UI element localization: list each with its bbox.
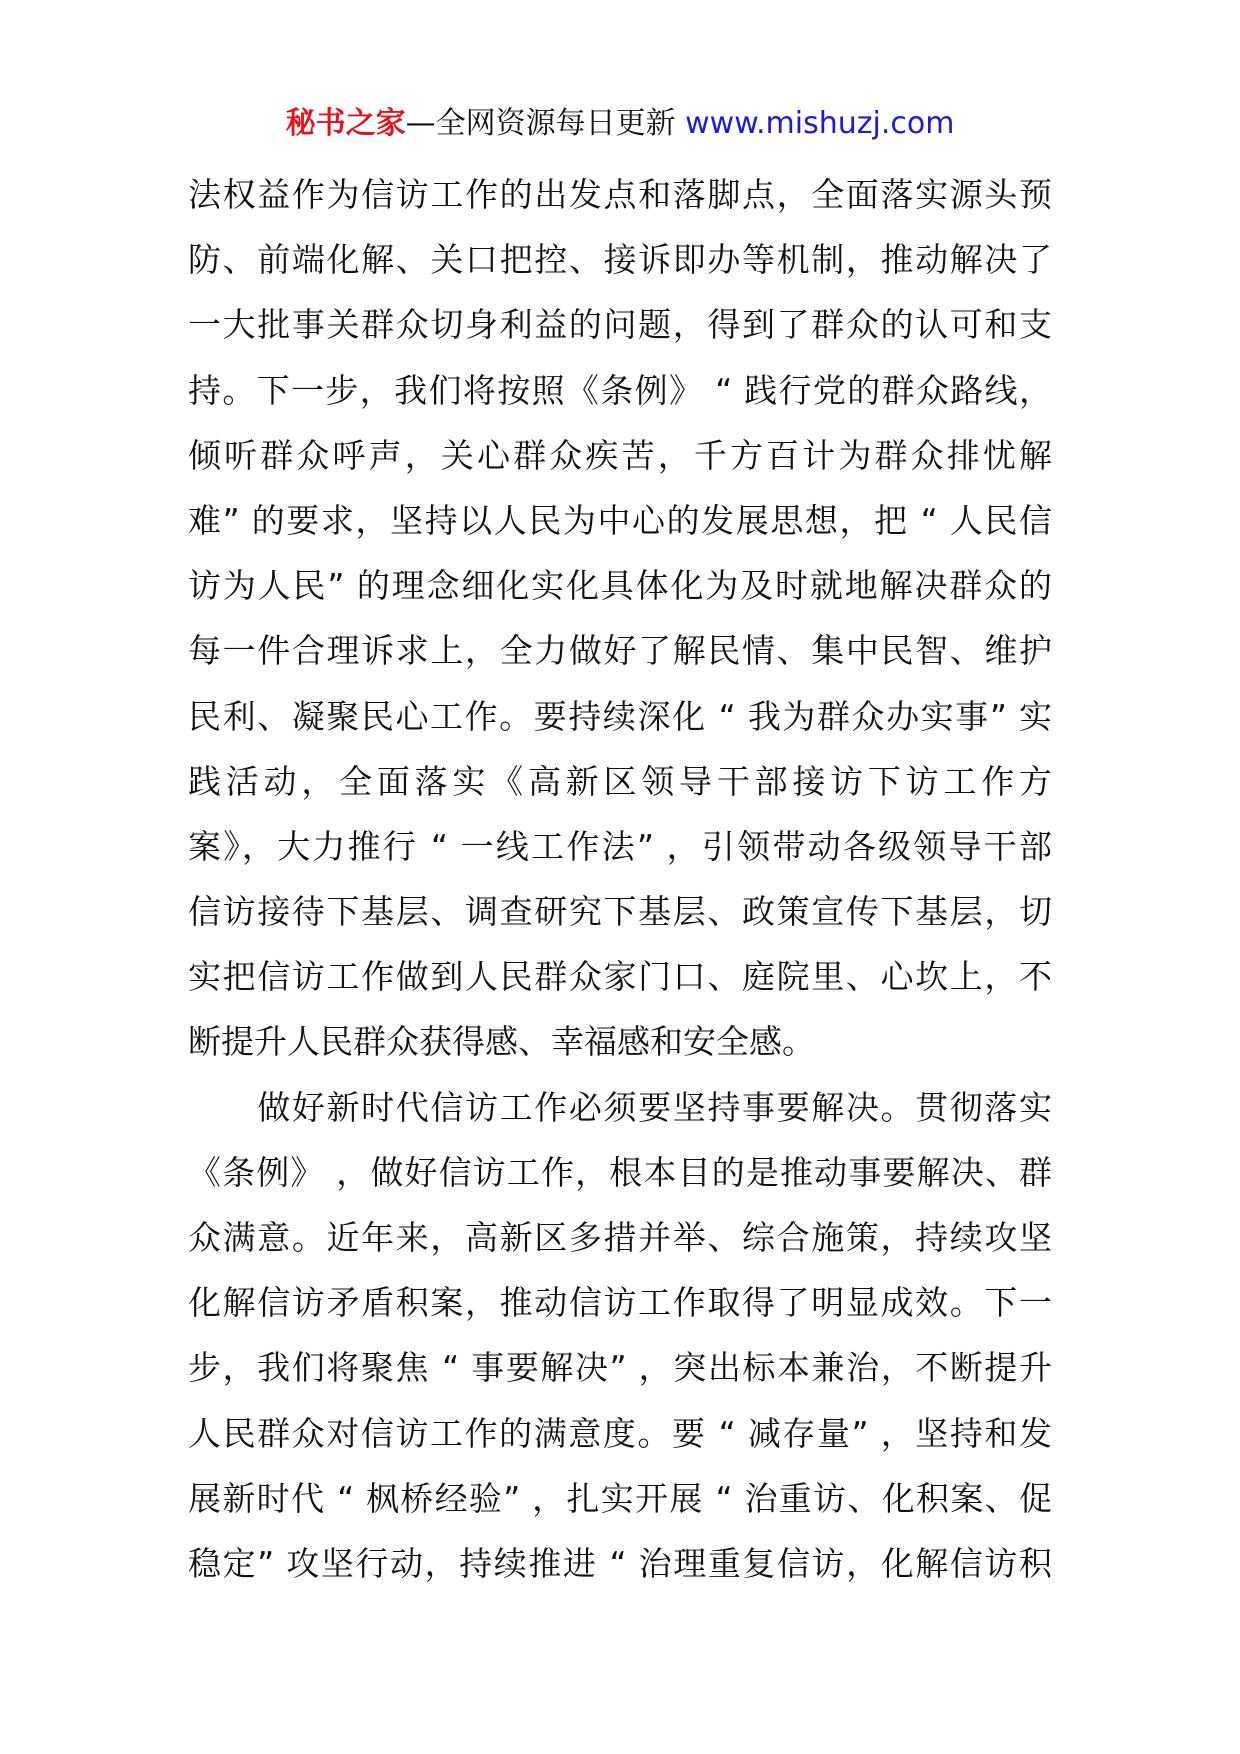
text-line: 难” 的要求，坚持以人民为中心的发展思想，把 “ 人民信 — [188, 500, 1052, 540]
text-line: 访为人民” 的理念细化实化具体化为及时就地解决群众的 — [188, 566, 1052, 606]
text-line: 一大批事关群众切身利益的问题，得到了群众的认可和支 — [188, 305, 1052, 345]
text-line: 法权益作为信访工作的出发点和落脚点，全面落实源头预 — [188, 175, 1052, 214]
text-line: 展新时代 “ 枫桥经验” ，扎实开展 “ 治重访、化积案、促 — [188, 1478, 1052, 1518]
text-line: 践活动，全面落实《高新区领导干部接访下访工作方 — [188, 761, 1052, 801]
text-line: 信访接待下基层、调查研究下基层、政策宣传下基层，切 — [188, 892, 1052, 932]
text-line: 人民群众对信访工作的满意度。要 “ 减存量” ，坚持和发 — [188, 1413, 1052, 1453]
site-header — [0, 102, 1240, 146]
text-line: 《条例》 ，做好信访工作，根本目的是推动事要解决、群 — [188, 1152, 1052, 1192]
text-line: 实把信访工作做到人民群众家门口、庭院里、心坎上，不 — [188, 957, 1052, 997]
text-line: 每一件合理诉求上，全力做好了解民情、集中民智、维护 — [188, 631, 1052, 671]
text-line: 倾听群众呼声，关心群众疾苦，千方百计为群众排忧解 — [188, 435, 1052, 475]
text-line: 持。下一步，我们将按照《条例》 “ 践行党的群众路线， — [188, 370, 1052, 410]
text-line: 做好新时代信访工作必须要坚持事要解决。贯彻落实 — [188, 1087, 1052, 1127]
site-url-link[interactable]: www.mishuzj.com — [685, 106, 955, 141]
site-brand: 秘书之家 — [285, 106, 406, 141]
text-line: 稳定” 攻坚行动，持续推进 “ 治理重复信访，化解信访积 — [188, 1543, 1052, 1583]
paragraph-2 — [188, 1075, 1052, 1597]
text-line: 众满意。近年来，高新区多措并举、综合施策，持续攻坚 — [188, 1218, 1052, 1257]
text-line: 案》，大力推行 “ 一线工作法” ，引领带动各级领导干部 — [188, 826, 1052, 866]
text-line: 步，我们将聚焦 “ 事要解决” ，突出标本兼治，不断提升 — [188, 1348, 1052, 1388]
text-line: 化解信访矛盾积案，推动信访工作取得了明显成效。下一 — [188, 1283, 1052, 1323]
site-tagline: —全网资源每日更新 — [405, 106, 676, 141]
document-body — [188, 162, 1052, 1596]
text-line: 防、前端化解、关口把控、接诉即办等机制，推动解决了 — [188, 240, 1052, 280]
text-line: 断提升人民群众获得感、幸福感和安全感。 — [188, 1022, 815, 1062]
paragraph-1 — [188, 162, 1052, 1075]
text-line: 民利、凝聚民心工作。要持续深化 “ 我为群众办实事” 实 — [188, 696, 1052, 736]
